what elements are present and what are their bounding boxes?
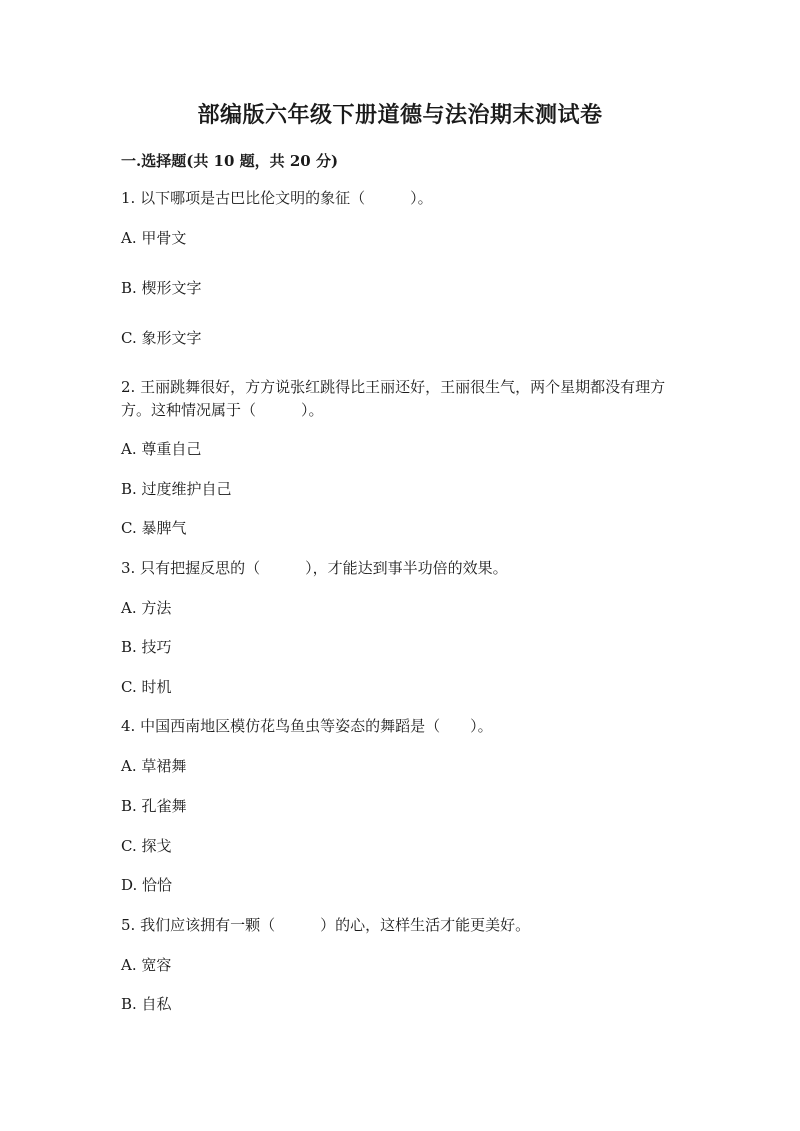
question-4-option-c: C. 探戈 — [121, 837, 172, 855]
question-1-option-a: A. 甲骨文 — [121, 229, 187, 247]
question-4-stem: 4. 中国西南地区模仿花鸟鱼虫等姿态的舞蹈是（ ）。 — [121, 717, 493, 735]
question-4-option-b: B. 孔雀舞 — [121, 797, 187, 815]
question-3-option-c: C. 时机 — [121, 678, 172, 696]
section-heading: 一.选择题(共 10 题，共 20 分) — [121, 152, 339, 170]
question-5-stem: 5. 我们应该拥有一颗（ ）的心，这样生活才能更美好。 — [121, 916, 531, 934]
question-4-option-a: A. 草裙舞 — [121, 757, 187, 775]
question-2-option-b: B. 过度维护自己 — [121, 480, 232, 498]
question-2-stem: 2. 王丽跳舞很好，方方说张红跳得比王丽还好，王丽很生气，两个星期都没有理方方。这种情况属于（ ）。 — [121, 378, 666, 419]
question-3-option-b: B. 技巧 — [121, 638, 172, 656]
question-3-stem: 3. 只有把握反思的（ ），才能达到事半功倍的效果。 — [121, 559, 508, 577]
question-5-option-b: B. 自私 — [121, 995, 172, 1013]
question-4-option-d: D. 恰恰 — [121, 876, 173, 894]
exam-title: 部编版六年级下册道德与法治期末测试卷 — [197, 102, 603, 128]
question-3-option-a: A. 方法 — [121, 599, 172, 617]
question-1-option-c: C. 象形文字 — [121, 329, 202, 347]
question-1-option-b: B. 楔形文字 — [121, 279, 202, 297]
question-1-stem: 1. 以下哪项是古巴比伦文明的象征（ ）。 — [121, 189, 433, 207]
question-2-option-c: C. 暴脾气 — [121, 519, 187, 537]
question-2-option-a: A. 尊重自己 — [121, 440, 202, 458]
question-5-option-a: A. 宽容 — [121, 956, 172, 974]
